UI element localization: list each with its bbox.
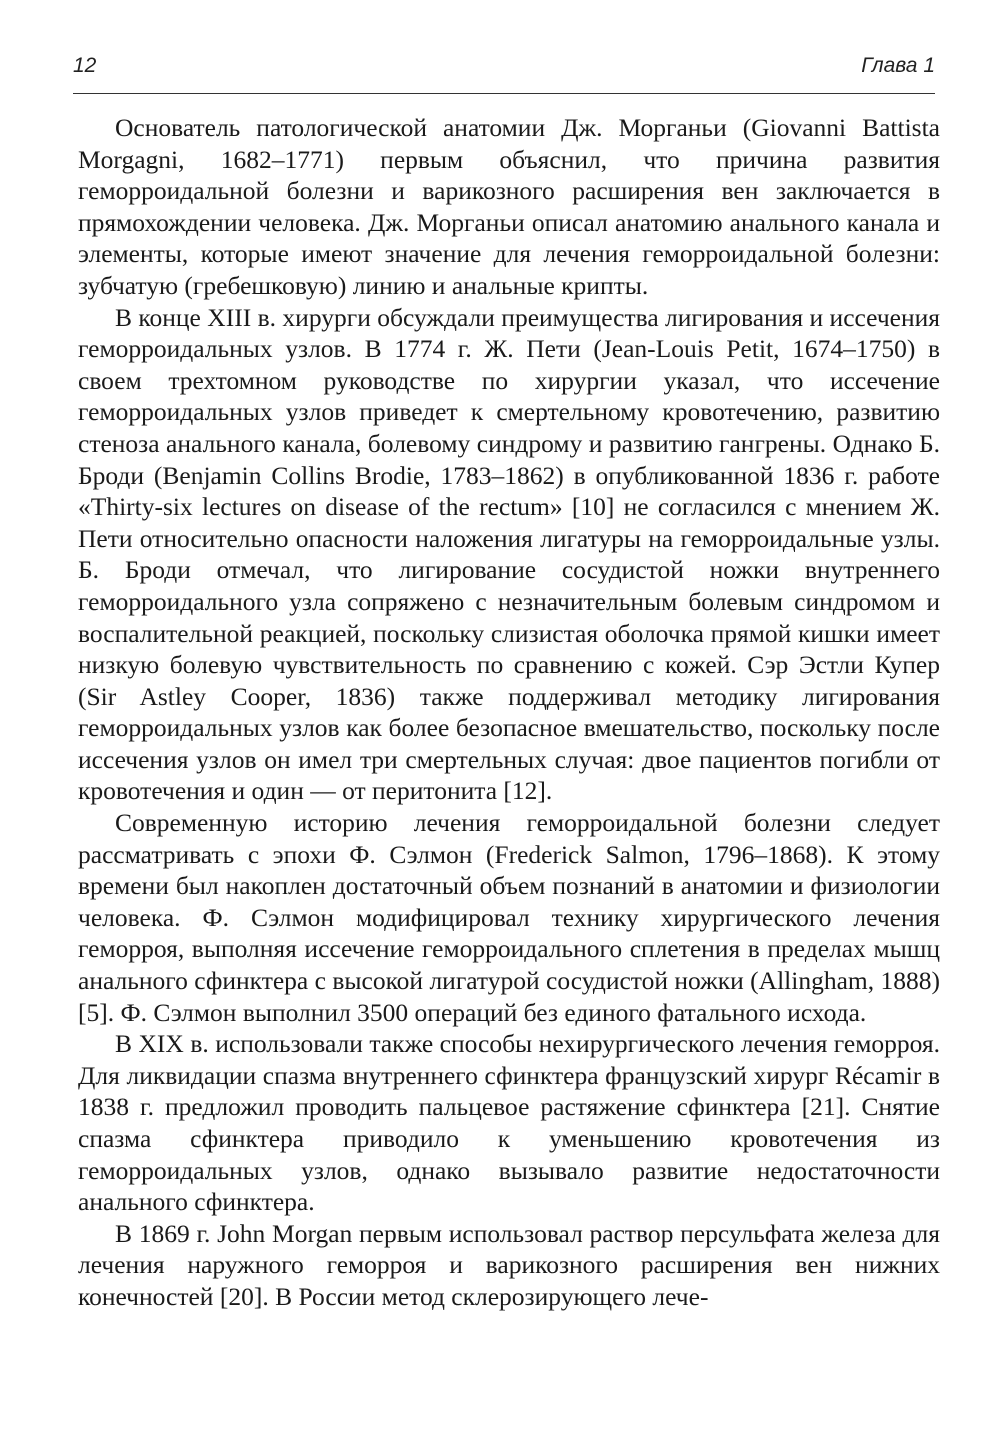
body-text [78, 112, 940, 1313]
chapter-title: Глава 1 [861, 54, 935, 77]
paragraph-nonsurgical: В XIX в. использовали также способы нехирургического лечения геморроя. Для ликвидации спазма внутреннего сфинктера французский хирург Récamir в 1838 г. предложил проводить пальцевое растяжение сфинктера [21]. Снятие спазма сфинктера приводило к уменьшению кровотечения из геморроидальных узлов, однако вызывало развитие недостаточности анального сфинктера. [78, 1029, 940, 1217]
paragraph-sclerotherapy: В 1869 г. John Morgan первым использовал раствор персульфата железа для лечения наружного геморроя и варикозного расширения вен нижних конечностей [20]. В России метод склерозирующего лече- [78, 1218, 940, 1311]
paragraph-morgagni: Основатель патологической анатомии Дж. Морганьи (Giovanni Battista Morgagni, 1682–1771) первым объяснил, что причина развития геморроидальной болезни и варикозного расширения вен заключается в прямохождении человека. Дж. Морганьи описал анатомию анального канала и элементы, которые имеют значение для лечения геморроидальной болезни: зубчатую (гребешковую) линию и анальные крипты. [78, 113, 940, 300]
running-head [73, 52, 935, 88]
paragraph-ligation-history: В конце XIII в. хирурги обсуждали преимущества лигирования и иссечения геморроидальных узлов. В 1774 г. Ж. Пети (Jean-Louis Petit, 1674–1750) в своем трехтомном руководстве по хирургии указал, что иссечение геморроидальных узлов приведет к смертельному кровотечению, развитию стеноза анального канала, болевому синдрому и развитию гангрены. Однако Б. Броди (Benjamin Collins Brodie, 1783–1862) в опубликованной 1836 г. работе «Thirty-six lectures on disease of the rectum» [10] не согласился с мнением Ж. Пети относительно опасности наложения лигатуры на геморроидальные узлы. Б. Броди отмечал, что лигирование сосудистой ножки внутреннего геморроидального узла сопряжено с незначительным болевым синдромом и воспалительной реакцией, поскольку слизистая оболочка прямой кишки имеет низкую болевую чувствительность по сравнению с кожей. Сэр Эстли Купер (Sir Astley Cooper, 1836) также поддерживал методику лигирования геморроидальных узлов как более безопасное вмешательство, поскольку после иссечения узлов он имел три смертельных случая: двое пациентов погибли от кровотечения и один — от перитонита [12]. [78, 302, 940, 806]
page-number: 12 [73, 54, 97, 77]
paragraph-salmon: Современную историю лечения геморроидальной болезни следует рассматривать с эпохи Ф. Сэлмон (Frederick Salmon, 1796–1868). К этому времени был накоплен достаточный объем познаний в анатомии и физиологии человека. Ф. Сэлмон модифицировал технику хирургического лечения геморроя, выполняя иссечение геморроидального сплетения в пределах мышц анального сфинктера с высокой лигатурой сосудистой ножки (Allingham, 1888) [5]. Ф. Сэлмон выполнил 3500 операций без единого фатального исхода. [78, 808, 940, 1027]
header-rule [73, 93, 935, 94]
